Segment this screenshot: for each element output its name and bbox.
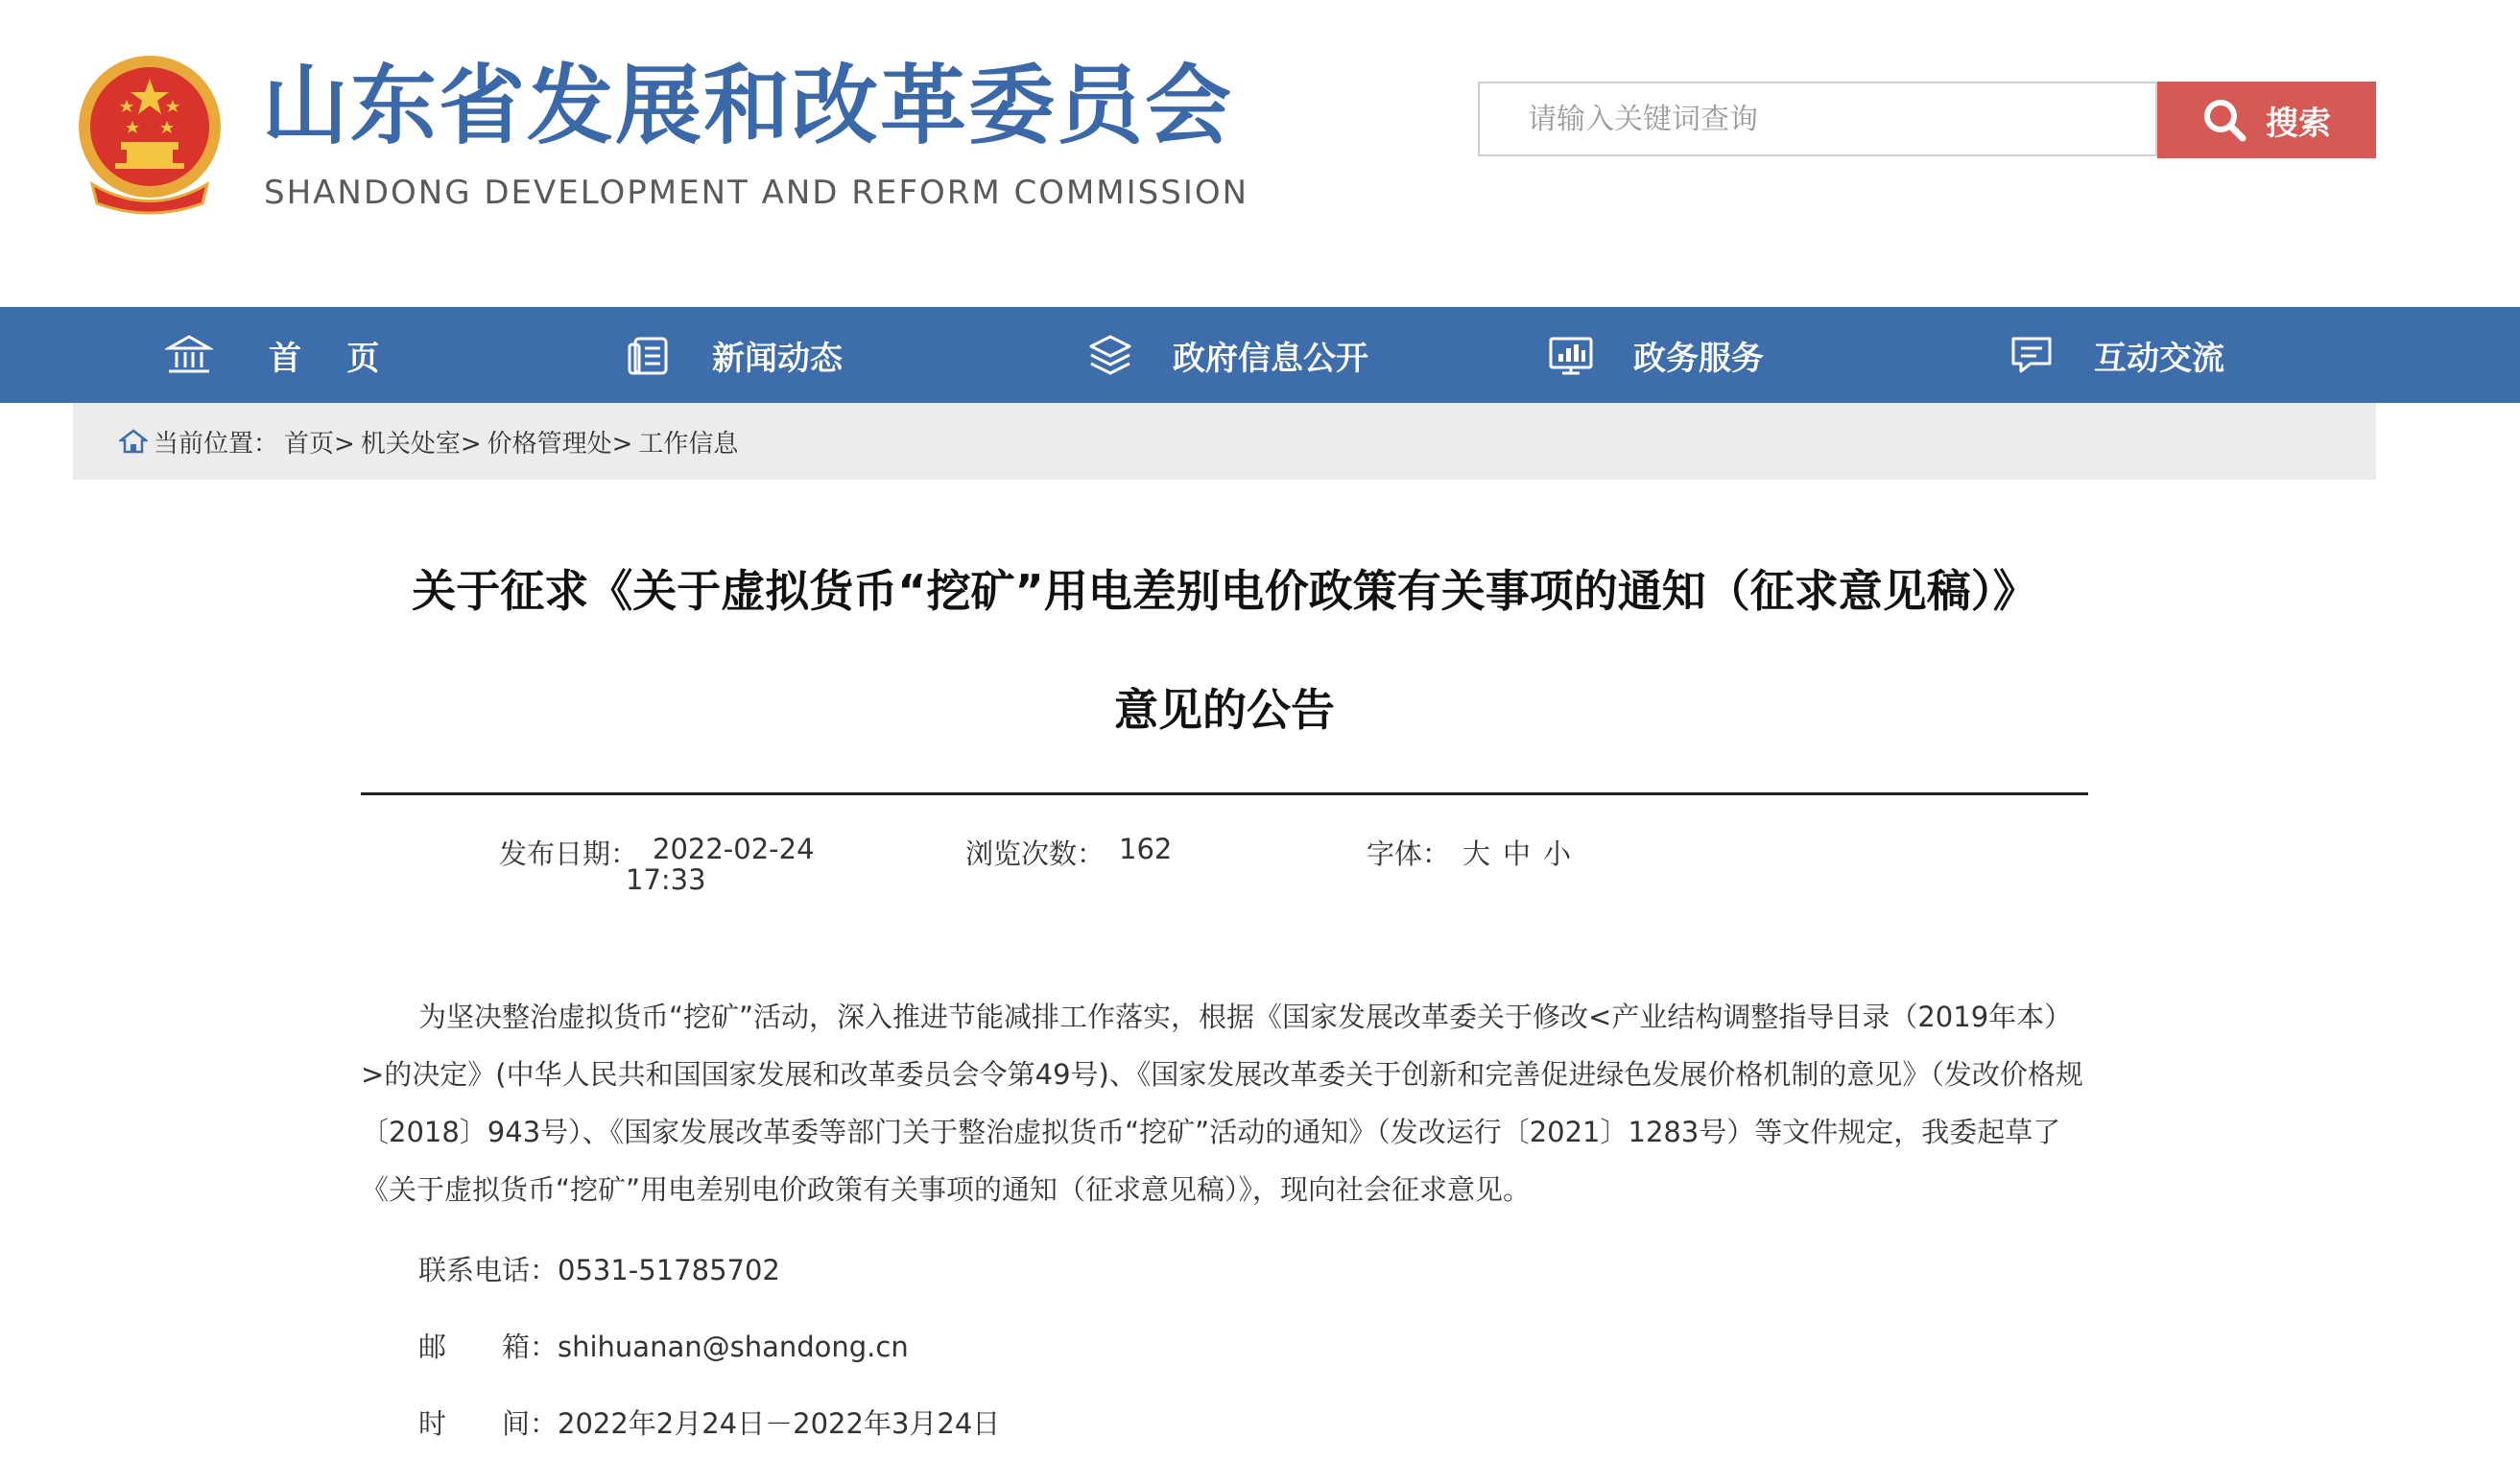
nav-item-gov-info[interactable] xyxy=(1086,307,1368,403)
publish-date-label: 发布日期： xyxy=(499,837,639,870)
site-title: 山东省发展和改革委员会 xyxy=(262,56,1233,156)
breadcrumb-label: 当前位置： xyxy=(154,429,279,459)
article-title-line1: 关于征求《关于虚拟货币“挖矿”用电差别电价政策有关事项的通知（征求意见稿）》 xyxy=(412,565,2037,617)
search-button[interactable] xyxy=(2157,82,2376,158)
search-input[interactable] xyxy=(1480,83,2155,154)
publish-time-value: 17:33 xyxy=(626,863,706,896)
publish-date-value: 2022-02-24 xyxy=(653,833,815,865)
contact-phone: 联系电话：0531-51785702 xyxy=(418,1254,780,1286)
font-size-small[interactable]: 小 xyxy=(1543,837,1572,870)
nav-label-gov-info: 政府信息公开 xyxy=(1173,339,1368,378)
title-divider xyxy=(361,792,2088,795)
nav-label-home: 首 页 xyxy=(269,339,380,378)
font-size-medium[interactable]: 中 xyxy=(1503,837,1532,870)
breadcrumb-work-info[interactable]: 工作信息 xyxy=(638,429,739,459)
home-building-icon xyxy=(165,331,213,379)
breadcrumb xyxy=(73,403,2376,480)
article-body-paragraph: 为坚决整治虚拟货币“挖矿”活动，深入推进节能减排工作落实，根据《国家发展改革委关于修改<产业结构调整指导目录（2019年本）>的决定》(中华人民共和国国家发展和改革委员会令第49号)、《国家发展改革委关于创新和完善促进绿色发展价格机制的意见》（发改价格规〔2018〕943号）、《国家发展改革委等部门关于整治虚拟货币“挖矿”活动的通知》（发改运行〔2021〕1283号）等文件规定，我委起草了《关于虚拟货币“挖矿”用电差别电价政策有关事项的通知（征求意见稿）》，现向社会征求意见。 xyxy=(361,1001,2083,1206)
search-icon xyxy=(2202,98,2247,142)
contact-email: 邮 箱：shihuanan@shandong.cn xyxy=(418,1331,909,1363)
breadcrumb-departments[interactable]: 机关处室> xyxy=(360,429,482,459)
views-count: 162 xyxy=(1119,833,1173,865)
site-header xyxy=(0,0,2520,307)
breadcrumb-price-dept[interactable]: 价格管理处> xyxy=(487,429,633,459)
nav-label-news: 新闻动态 xyxy=(712,339,843,378)
breadcrumb-home[interactable]: 首页> xyxy=(284,429,355,459)
nav-item-services[interactable] xyxy=(1547,307,1764,403)
search-box xyxy=(1478,82,2157,156)
document-list-icon xyxy=(626,331,674,379)
search-button-label: 搜索 xyxy=(2266,104,2331,143)
nav-item-news[interactable] xyxy=(626,307,843,403)
views-label: 浏览次数： xyxy=(965,837,1105,870)
main-nav xyxy=(0,307,2520,403)
monitor-chart-icon xyxy=(1547,331,1595,379)
article-title-line2: 意见的公告 xyxy=(1114,684,1335,736)
national-emblem-icon xyxy=(73,50,226,215)
home-icon xyxy=(119,429,148,454)
contact-time: 时 间：2022年2月24日－2022年3月24日 xyxy=(418,1407,1001,1440)
nav-label-services: 政务服务 xyxy=(1633,339,1764,378)
font-size-large[interactable]: 大 xyxy=(1462,837,1491,870)
site-subtitle: SHANDONG DEVELOPMENT AND REFORM COMMISSION xyxy=(264,174,1249,212)
chat-icon xyxy=(2008,331,2056,379)
nav-item-home[interactable] xyxy=(165,307,379,403)
nav-label-interaction: 互动交流 xyxy=(2094,339,2224,378)
layers-icon xyxy=(1086,331,1134,379)
font-size-label: 字体： xyxy=(1367,837,1451,870)
nav-item-interaction[interactable] xyxy=(2008,307,2224,403)
